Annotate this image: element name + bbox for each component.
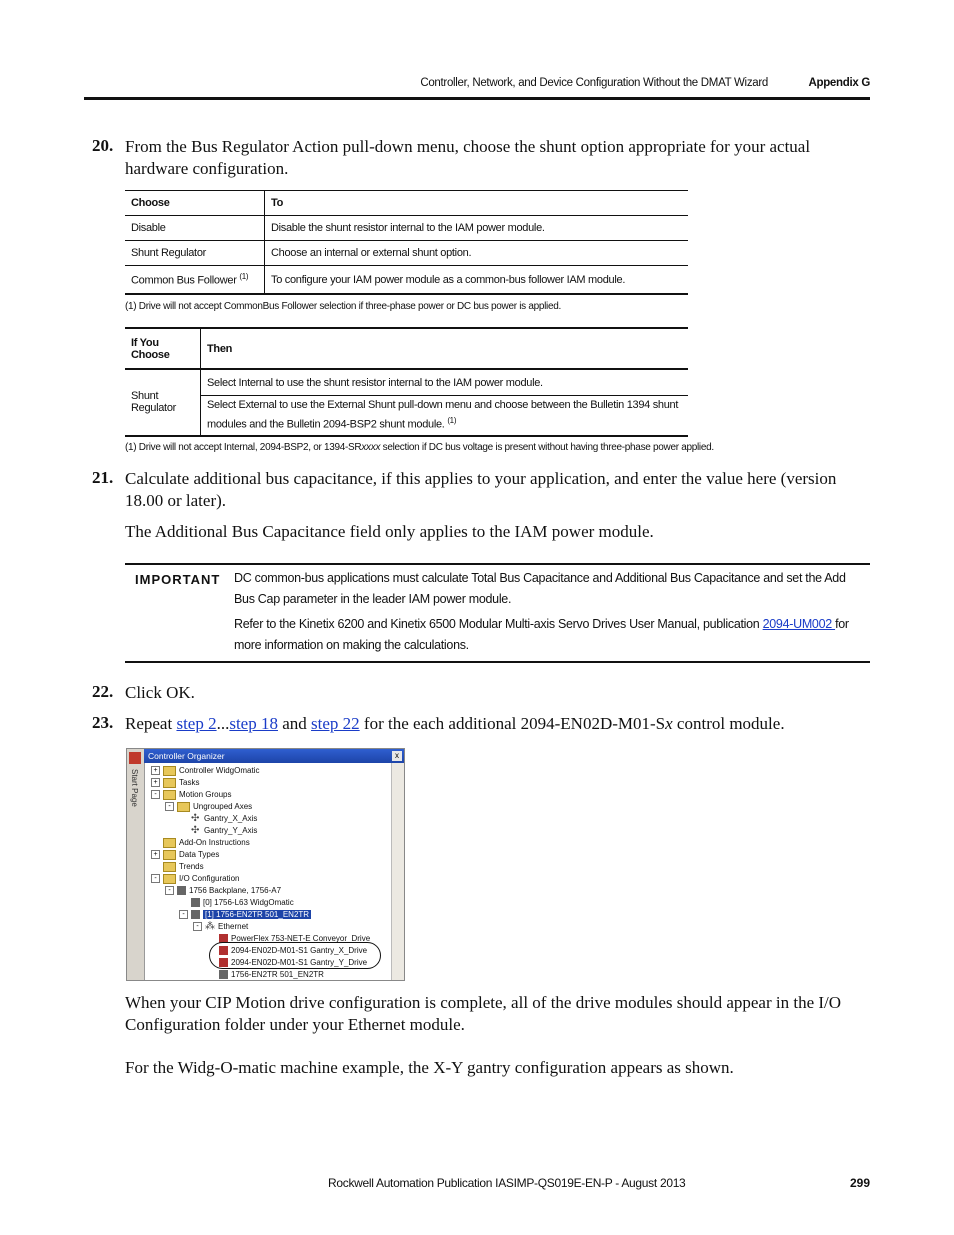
important-text: Refer to the Kinetix 6200 and Kinetix 6500 Modular Multi-axis Servo Drives User Manual, publication bbox=[234, 617, 763, 631]
step-22-number: 22. bbox=[92, 682, 114, 701]
footnote-italic: xxxx bbox=[361, 442, 381, 453]
tree-item-en2tr-module[interactable]: - [1] 1756-EN2TR 501_EN2TR bbox=[179, 909, 311, 921]
folder-icon bbox=[163, 790, 176, 800]
footer-publication: Rockwell Automation Publication IASIMP-QS019E-EN-P - August 2013 bbox=[328, 1176, 686, 1190]
organizer-title-bar bbox=[144, 749, 404, 763]
table-header-to: To bbox=[265, 191, 689, 216]
table-row bbox=[125, 266, 688, 295]
page-number: 299 bbox=[849, 1176, 870, 1190]
table-cell: To configure your IAM power module as a common-bus follower IAM module. bbox=[265, 266, 689, 295]
important-paragraph-1: DC common-bus applications must calculate Total Bus Capacitance and Additional Bus Capacitance and set the Add Bus Cap parameter in the leader IAM power module. bbox=[234, 571, 846, 606]
running-header-title: Controller, Network, and Device Configuration Without the DMAT Wizard bbox=[420, 77, 768, 89]
table-cell: Choose an internal or external shunt option. bbox=[265, 241, 689, 266]
tree-item-gantry-y-axis[interactable]: ✣ Gantry_Y_Axis bbox=[191, 824, 258, 836]
organizer-title: Controller Organizer bbox=[148, 751, 225, 761]
running-header-appendix: Appendix G bbox=[808, 77, 870, 89]
folder-icon bbox=[163, 862, 176, 872]
close-icon[interactable]: x bbox=[392, 751, 402, 761]
step-text-italic: x bbox=[665, 714, 673, 733]
table-row-label: Shunt Regulator bbox=[125, 369, 201, 436]
table-row bbox=[125, 396, 688, 436]
tree-item-data-types[interactable]: + Data Types bbox=[151, 849, 219, 861]
tree-item-motion-groups[interactable]: - Motion Groups bbox=[151, 789, 231, 801]
bus-regulator-options-table bbox=[125, 190, 688, 295]
start-page-sidebar[interactable] bbox=[127, 749, 145, 980]
step-20-text: From the Bus Regulator Action pull-down menu, choose the shunt option appropriate for your actual hardware configuration. bbox=[125, 137, 811, 178]
table-header-if-you-choose: If You Choose bbox=[125, 328, 201, 369]
folder-icon bbox=[163, 838, 176, 848]
tree-item-backplane[interactable]: - 1756 Backplane, 1756-A7 bbox=[165, 885, 281, 897]
network-icon: ⁂ bbox=[205, 920, 215, 932]
table-cell: Shunt Regulator bbox=[125, 241, 265, 266]
tree-item-en2tr-remote[interactable]: 1756-EN2TR 501_EN2TR bbox=[219, 969, 324, 981]
axis-icon: ✣ bbox=[191, 812, 200, 824]
important-paragraph-2 bbox=[234, 614, 864, 656]
tree-item-gantry-x-axis[interactable]: ✣ Gantry_X_Axis bbox=[191, 812, 258, 824]
step-text: control module. bbox=[672, 714, 785, 733]
tree-item-conveyor-drive[interactable]: PowerFlex 753-NET-E Conveyor_Drive bbox=[219, 933, 370, 945]
step-22-link[interactable]: step 22 bbox=[311, 714, 360, 733]
table-header-choose: Choose bbox=[125, 191, 265, 216]
axis-icon: ✣ bbox=[191, 824, 200, 836]
folder-icon bbox=[163, 766, 176, 776]
table-cell: Disable bbox=[125, 216, 265, 241]
folder-icon bbox=[163, 850, 176, 860]
step-23-number: 23. bbox=[92, 713, 114, 732]
tree-item-tasks[interactable]: + Tasks bbox=[151, 777, 199, 789]
table-cell-text: Common Bus Follower bbox=[131, 274, 237, 287]
step-text: ... bbox=[216, 714, 230, 733]
tree-item-ungrouped-axes[interactable]: - Ungrouped Axes bbox=[165, 801, 252, 813]
footnote-text: (1) Drive will not accept Internal, 2094-BSP2, or 1394-SR bbox=[125, 442, 362, 453]
controller-organizer-screenshot bbox=[126, 748, 405, 981]
folder-icon bbox=[163, 778, 176, 788]
tree-item-controller[interactable]: + Controller WidgOmatic bbox=[151, 765, 259, 777]
paragraph-drive-config-complete: When your CIP Motion drive configuration is complete, all of the drive modules should appear in the I/O Configuration folder under your Ethernet module. bbox=[125, 993, 842, 1034]
shunt-regulator-table bbox=[125, 327, 688, 437]
footnote-marker: (1) bbox=[447, 416, 457, 425]
folder-icon bbox=[163, 874, 176, 884]
important-label: IMPORTANT bbox=[135, 572, 221, 587]
tree-item-add-on-instructions[interactable]: Add-On Instructions bbox=[163, 837, 250, 849]
table-row bbox=[125, 241, 688, 266]
module-icon bbox=[219, 970, 228, 979]
step-23-text bbox=[125, 713, 865, 735]
paragraph-gantry-example: For the Widg-O-matic machine example, the X-Y gantry configuration appears as shown. bbox=[125, 1058, 734, 1077]
tree-item-ethernet[interactable]: - ⁂ Ethernet bbox=[193, 921, 248, 933]
tree-item-controller-module[interactable]: [0] 1756-L63 WidgOmatic bbox=[191, 897, 294, 909]
step-21-note: The Additional Bus Capacitance field only applies to the IAM power module. bbox=[125, 522, 654, 541]
table1-footnote: (1) Drive will not accept CommonBus Follower selection if three-phase power or DC bus power is applied. bbox=[125, 301, 561, 312]
backplane-icon bbox=[177, 886, 186, 895]
table-header-then: Then bbox=[201, 328, 689, 369]
start-page-icon bbox=[129, 752, 141, 764]
step-21-number: 21. bbox=[92, 468, 114, 487]
table-cell: Disable the shunt resistor internal to the IAM power module. bbox=[265, 216, 689, 241]
step-text: Repeat bbox=[125, 714, 177, 733]
controller-icon bbox=[191, 898, 200, 907]
step-text: for the each additional 2094-EN02D-M01-S bbox=[359, 714, 666, 733]
important-bottom-rule bbox=[125, 661, 870, 663]
step-text: and bbox=[277, 714, 312, 733]
step-20-number: 20. bbox=[92, 136, 114, 155]
module-icon bbox=[191, 910, 200, 919]
table-row bbox=[125, 369, 688, 396]
table-cell bbox=[201, 396, 689, 436]
footnote-marker: (1) bbox=[239, 272, 249, 282]
header-rule bbox=[84, 97, 870, 100]
table2-footnote bbox=[125, 442, 714, 453]
highlight-oval bbox=[209, 942, 381, 969]
step-21-text: Calculate additional bus capacitance, if this applies to your application, and enter the value here (version 18.00 or later). bbox=[125, 469, 837, 510]
tree-item-io-configuration[interactable]: - I/O Configuration bbox=[151, 873, 239, 885]
table-row bbox=[125, 216, 688, 241]
footnote-text: selection if DC bus voltage is present without having three-phase power applied. bbox=[380, 442, 714, 453]
step-18-link[interactable]: step 18 bbox=[229, 714, 278, 733]
step-2-link[interactable]: step 2 bbox=[176, 714, 217, 733]
publication-link[interactable]: 2094-UM002 bbox=[762, 617, 836, 631]
organizer-scrollbar[interactable] bbox=[391, 763, 404, 980]
folder-icon bbox=[177, 802, 190, 812]
tree-item-trends[interactable]: Trends bbox=[163, 861, 204, 873]
table-cell bbox=[125, 266, 265, 295]
important-top-rule bbox=[125, 563, 870, 565]
step-22-text: Click OK. bbox=[125, 683, 195, 702]
table-cell-text: Select External to use the External Shunt pull-down menu and choose between the Bulletin 1394 shunt modules and the Bulletin 2094-BSP2 shunt module. bbox=[207, 399, 679, 431]
tree-item-gantry-y-drive[interactable]: 2094-EN02D-M01-S1 Gantry_Y_Drive bbox=[219, 957, 367, 969]
table-cell: Select Internal to use the shunt resistor internal to the IAM power module. bbox=[201, 369, 689, 396]
tree-item-gantry-x-drive[interactable]: 2094-EN02D-M01-S1 Gantry_X_Drive bbox=[219, 945, 367, 957]
important-text: for more information on making the calculations. bbox=[234, 617, 849, 652]
start-page-label: Start Page bbox=[130, 769, 139, 807]
